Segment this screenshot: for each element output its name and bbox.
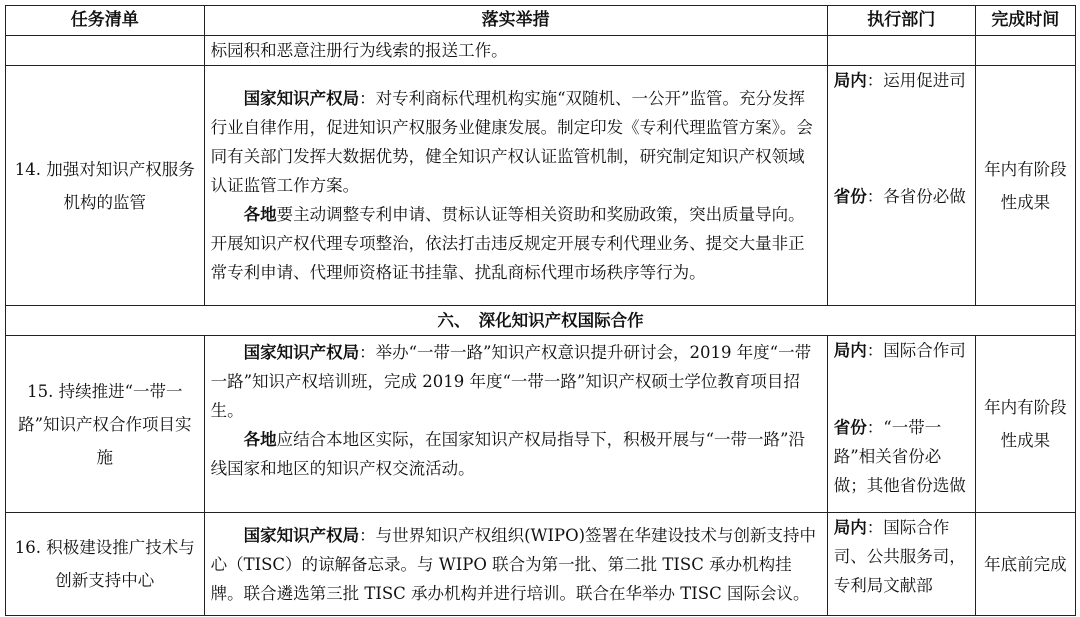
table-row-16 [6, 513, 1076, 616]
measure-lead: 国家知识产权局 [243, 342, 360, 362]
time-cell [975, 513, 1075, 616]
measure-text: ：对专利商标代理机构实施“双随机、一公开”监管。充分发挥行业自律作用，促进知识产权服务业健康发展。制定印发《专利代理监管方案》。会同有关部门发挥大数据优势，健全知识产权认证监管机制，研究制定知识产权领域认证监管工作方案。 [210, 89, 813, 195]
task-name: 15. 持续推进“一带一路”知识产权合作项目实施 [18, 381, 192, 467]
task-name: 14. 加强对知识产权服务机构的监管 [14, 159, 195, 212]
measure-cell [204, 36, 827, 66]
department-lead: 省份 [833, 187, 867, 206]
table-header-row [6, 6, 1076, 36]
measure-cell [204, 513, 827, 616]
header-department: 执行部门 [827, 6, 975, 36]
measure-paragraph [211, 200, 821, 287]
header-completion-time: 完成时间 [975, 6, 1075, 36]
department-cell [827, 36, 975, 66]
department-text: ：“一带一路”相关省份必做；其他省份选做 [833, 418, 966, 495]
department-entry [834, 182, 969, 211]
department-cell [827, 66, 975, 306]
completion-time: 年内有阶段性成果 [984, 398, 1067, 450]
measure-text: 应结合本地区实际，在国家知识产权局指导下，积极开展与“一带一路”沿线国家和地区的知识产权交流活动。 [210, 429, 805, 478]
measure-text: ：与世界知识产权组织(WIPO)签署在华建设技术与创新支持中心（TISC）的谅解备忘录。与 WIPO 联合为第一批、第二批 TISC 承办机构挂牌。联合遴选第三批 TISC 承办机构并进行培训。联合在华举办 TISC 国际会议。 [210, 525, 817, 603]
table-row-15 [6, 336, 1076, 513]
measure-lead: 各地 [243, 429, 277, 449]
measure-paragraph [211, 521, 821, 608]
task-cell [6, 336, 205, 513]
task-name: 16. 积极建设推广技术与创新支持中心 [14, 538, 195, 590]
department-entry [834, 66, 969, 95]
table-row-14 [6, 66, 1076, 306]
measure-lead: 国家知识产权局 [243, 89, 360, 108]
measure-cell [204, 336, 827, 513]
section-row [6, 306, 1076, 336]
measure-paragraph [211, 425, 821, 483]
measure-lead: 国家知识产权局 [243, 525, 360, 545]
department-text: ：国际合作司 [866, 341, 966, 360]
time-cell [975, 36, 1075, 66]
measure-lead: 各地 [243, 205, 277, 224]
department-entry [834, 513, 969, 600]
task-cell [6, 513, 205, 616]
department-text: ：各省份必做 [866, 187, 966, 206]
completion-time: 年底前完成 [984, 554, 1067, 574]
department-entry [834, 336, 969, 365]
task-cell [6, 66, 205, 306]
measure-cell [204, 66, 827, 306]
department-lead: 局内 [833, 341, 867, 360]
time-cell [975, 66, 1075, 306]
completion-time: 年内有阶段性成果 [984, 159, 1067, 212]
header-task-list: 任务清单 [6, 6, 205, 36]
measure-text: 要主动调整专利申请、贯标认证等相关资助和奖励政策，突出质量导向。开展知识产权代理专项整治，依法打击违反规定开展专利代理业务、提交大量非正常专利申请、代理师资格证书挂靠、扰乱商标代理市场秩序等行为。 [210, 205, 805, 282]
measure-text: ：举办“一带一路”知识产权意识提升研讨会，2019 年度“一带一路”知识产权培训班，完成 2019 年度“一带一路”知识产权硕士学位教育项目招生。 [210, 342, 812, 420]
measure-paragraph [211, 84, 821, 200]
time-cell [975, 336, 1075, 513]
task-cell [6, 36, 205, 66]
department-cell [827, 513, 975, 616]
task-table [5, 5, 1076, 616]
department-entry [834, 413, 969, 500]
department-text: ：运用促进司 [866, 71, 966, 90]
measure-paragraph [211, 338, 821, 425]
measure-text: 标园积和恶意注册行为线索的报送工作。 [210, 41, 508, 60]
department-lead: 局内 [833, 518, 867, 537]
section-title: 六、 深化知识产权国际合作 [6, 306, 1076, 336]
department-lead: 省份 [833, 418, 867, 437]
header-measures: 落实举措 [204, 6, 827, 36]
department-cell [827, 336, 975, 513]
department-text: ：国际合作司、公共服务司，专利局文献部 [833, 518, 966, 595]
table-row-continued [6, 36, 1076, 66]
department-lead: 局内 [833, 71, 867, 90]
